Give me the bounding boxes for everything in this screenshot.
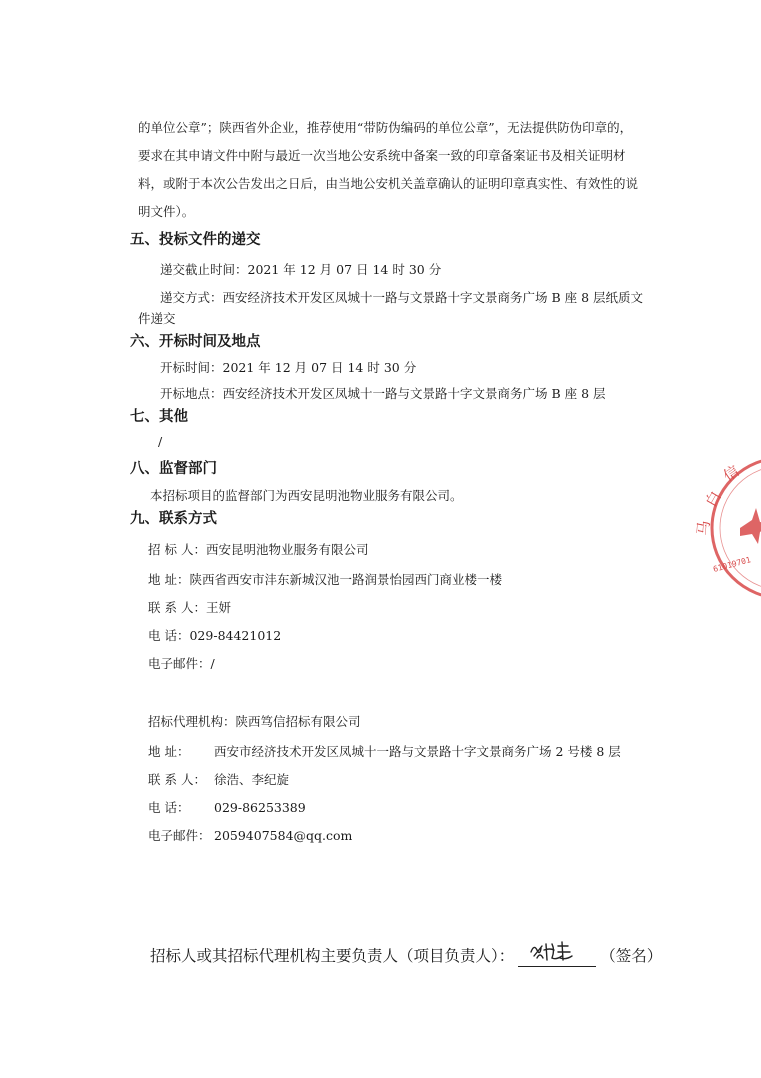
agency-name-row [148, 714, 361, 730]
tenderer-phone-label: 电 话： [148, 628, 190, 643]
tenderer-name-label: 招 标 人： [148, 542, 206, 557]
agency-phone-label: 电 话： [148, 800, 190, 815]
company-seal [694, 440, 761, 610]
paragraph-line-3: 料，或附于本次公告发出之日后，由当地公安机关盖章确认的证明印章真实性、有效性的说 [138, 176, 639, 191]
signature-line [518, 944, 596, 967]
signature-suffix: （签名） [600, 947, 663, 965]
tenderer-phone-row [148, 628, 281, 644]
paragraph-line-2: 要求在其申请文件中附与最近一次当地公安系统中备案一致的印章备案证书及相关证明材 [138, 148, 626, 163]
section5-title: 五、投标文件的递交 [130, 232, 261, 248]
agency-contact-label: 联 系 人： [148, 772, 206, 787]
tenderer-address-row [148, 572, 502, 588]
agency-address-value: 西安市经济技术开发区凤城十一路与文景路十字文景商务广场 2 号楼 8 层 [214, 744, 621, 759]
tenderer-name-value: 西安昆明池物业服务有限公司 [205, 542, 369, 557]
tenderer-name-row [148, 542, 368, 558]
section6-place: 开标地点：西安经济技术开发区凤城十一路与文景路十字文景商务广场 B 座 8 层 [160, 386, 606, 401]
tenderer-contact-label: 联 系 人： [148, 600, 206, 615]
seal-char-2: 白 [701, 487, 725, 510]
signature-row [150, 944, 662, 967]
paragraph-line-1: 的单位公章”；陕西省外企业，推荐使用“带防伪编码的单位公章”，无法提供防伪印章的， [138, 120, 633, 135]
agency-email-row [148, 828, 352, 844]
tenderer-email-row [148, 656, 215, 672]
agency-name-value: 陕西笃信招标有限公司 [235, 714, 361, 729]
section5-deadline: 递交截止时间：2021 年 12 月 07 日 14 时 30 分 [160, 262, 442, 277]
company-seal-graphic [694, 440, 761, 610]
seal-number: 61019701 [712, 555, 752, 574]
agency-email-label: 电子邮件： [148, 828, 211, 843]
tenderer-address-value: 陕西省西安市沣东新城汉池一路润景怡园西门商业楼一楼 [189, 572, 502, 587]
section8-content: 本招标项目的监督部门为西安昆明池物业服务有限公司。 [150, 488, 463, 503]
section7-content: / [158, 434, 163, 449]
agency-phone-row [148, 800, 306, 816]
seal-char-3: 马 [694, 519, 714, 537]
section7-title: 七、其他 [130, 409, 188, 425]
seal-char-1: 信 [719, 461, 743, 486]
agency-email-value: 2059407584@qq.com [214, 828, 353, 843]
tenderer-contact-row [148, 600, 231, 616]
agency-address-label: 地 址： [148, 744, 190, 759]
tenderer-phone-value: 029-84421012 [189, 628, 282, 643]
tenderer-email-value: / [210, 656, 215, 671]
section5-method-line-2: 件递交 [138, 311, 176, 326]
agency-contact-row [148, 772, 289, 788]
tenderer-address-label: 地 址： [148, 572, 190, 587]
signature-prefix: 招标人或其招标代理机构主要负责人（项目负责人）： [150, 947, 515, 965]
paragraph-line-4: 明文件）。 [138, 204, 195, 219]
section6-title: 六、开标时间及地点 [130, 334, 261, 350]
agency-phone-value: 029-86253389 [214, 800, 306, 815]
section6-time: 开标时间：2021 年 12 月 07 日 14 时 30 分 [160, 360, 417, 375]
agency-address-row [148, 744, 621, 760]
section9-title: 九、联系方式 [130, 511, 217, 527]
section5-method-line-1: 递交方式：西安经济技术开发区凤城十一路与文景路十字文景商务广场 B 座 8 层纸质文 [160, 290, 644, 305]
handwritten-signature [528, 938, 588, 966]
section8-title: 八、监督部门 [130, 461, 217, 477]
agency-name-label: 招标代理机构： [148, 714, 236, 729]
tenderer-contact-value: 王妍 [205, 600, 231, 615]
tenderer-email-label: 电子邮件： [148, 656, 211, 671]
agency-contact-value: 徐浩、李纪旋 [214, 772, 290, 787]
